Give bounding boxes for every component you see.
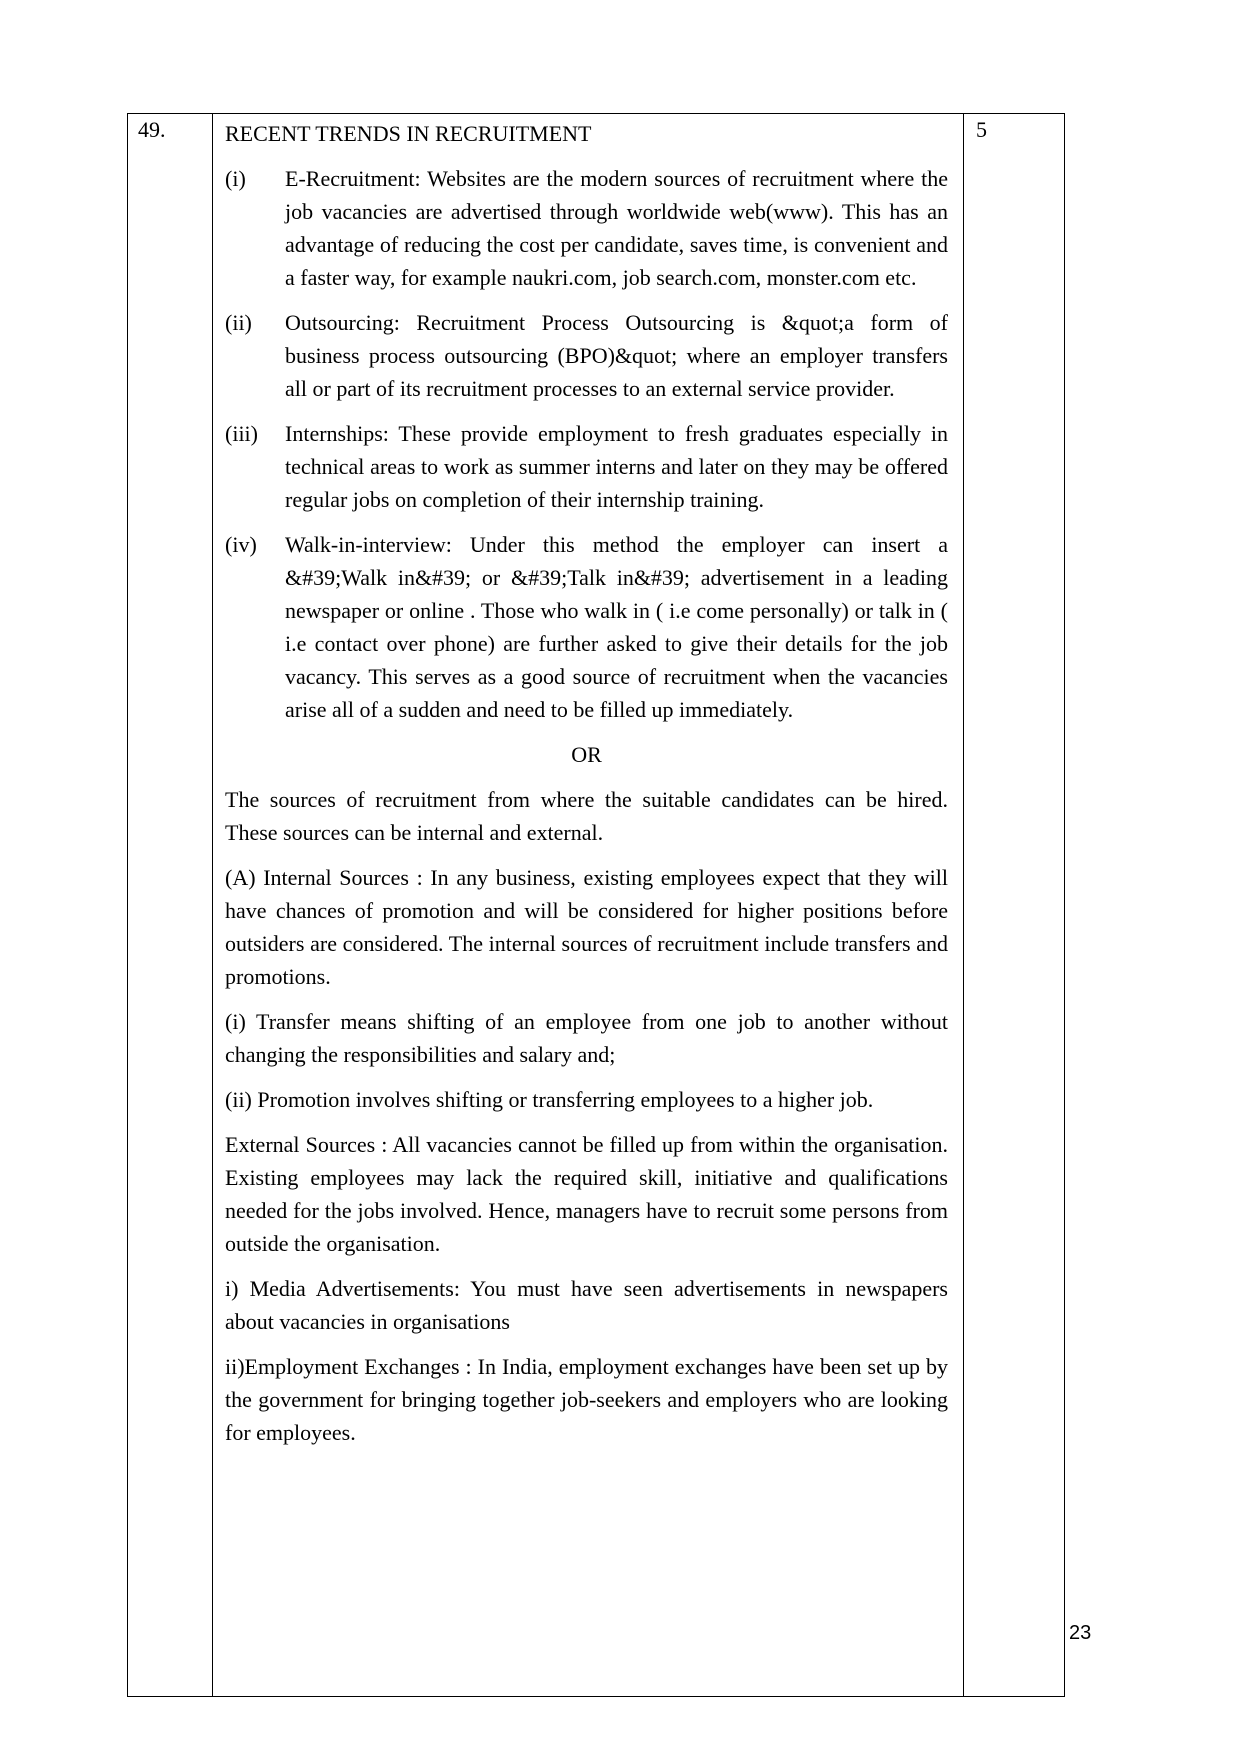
paragraph: (A) Internal Sources : In any business, existing employees expect that they will have chances of promotion and will be considered for higher positions before outsiders are considered. The internal sources of recruitment include transfers and promotions. <box>225 865 948 989</box>
list-item <box>225 162 948 294</box>
list-item-text: Outsourcing: Recruitment Process Outsourcing is &quot;a form of business process outsourcing (BPO)&quot; where an employer transfers all or part of its recruitment processes to an external service provider. <box>285 310 948 401</box>
list-item-number: (iv) <box>225 532 257 557</box>
paragraph: (ii) Promotion involves shifting or transferring employees to a higher job. <box>225 1087 874 1112</box>
list-item-number: (ii) <box>225 310 252 335</box>
answer-content <box>225 117 948 1461</box>
paragraph: i) Media Advertisements: You must have seen advertisements in newspapers about vacancies in organisations <box>225 1276 948 1334</box>
paragraph: ii)Employment Exchanges : In India, employment exchanges have been set up by the government for bringing together job-seekers and employers who are looking for employees. <box>225 1354 948 1445</box>
list-item-text: Internships: These provide employment to fresh graduates especially in technical areas to work as summer interns and later on they may be offered regular jobs on completion of their internship training. <box>285 421 948 512</box>
paragraph: The sources of recruitment from where the suitable candidates can be hired. These sources can be internal and external. <box>225 787 948 845</box>
or-separator: OR <box>571 742 602 767</box>
list-item <box>225 528 948 726</box>
list-item <box>225 417 948 516</box>
list-item-text: E-Recruitment: Websites are the modern sources of recruitment where the job vacancies are advertised through worldwide web(www). This has an advantage of reducing the cost per candidate, saves time, is convenient and a faster way, for example naukri.com, job search.com, monster.com etc. <box>285 166 948 290</box>
list-item-text: Walk-in-interview: Under this method the employer can insert a &#39;Walk in&#39; or &#39;Talk in&#39; advertisement in a leading newspaper or online . Those who walk in ( i.e come personally) or talk in ( i.e contact over phone) are further asked to give their details for the job vacancy. This serves as a good source of recruitment when the vacancies arise all of a sudden and need to be filled up immediately. <box>285 532 948 722</box>
section-heading: RECENT TRENDS IN RECRUITMENT <box>225 121 592 146</box>
marks-value: 5 <box>976 117 987 142</box>
paragraph: (i) Transfer means shifting of an employee from one job to another without changing the responsibilities and salary and; <box>225 1009 948 1067</box>
column-divider <box>963 114 964 1696</box>
column-divider <box>212 114 213 1696</box>
list-item-number: (iii) <box>225 421 258 446</box>
paragraph: External Sources : All vacancies cannot be filled up from within the organisation. Existing employees may lack the required skill, initiative and qualifications needed for the jobs involved. Hence, managers have to recruit some persons from outside the organisation. <box>225 1132 948 1256</box>
list-item-number: (i) <box>225 166 246 191</box>
page-number: 23 <box>1069 1622 1092 1644</box>
list-item <box>225 306 948 405</box>
answer-table <box>127 113 1065 1697</box>
question-number: 49. <box>138 117 166 142</box>
